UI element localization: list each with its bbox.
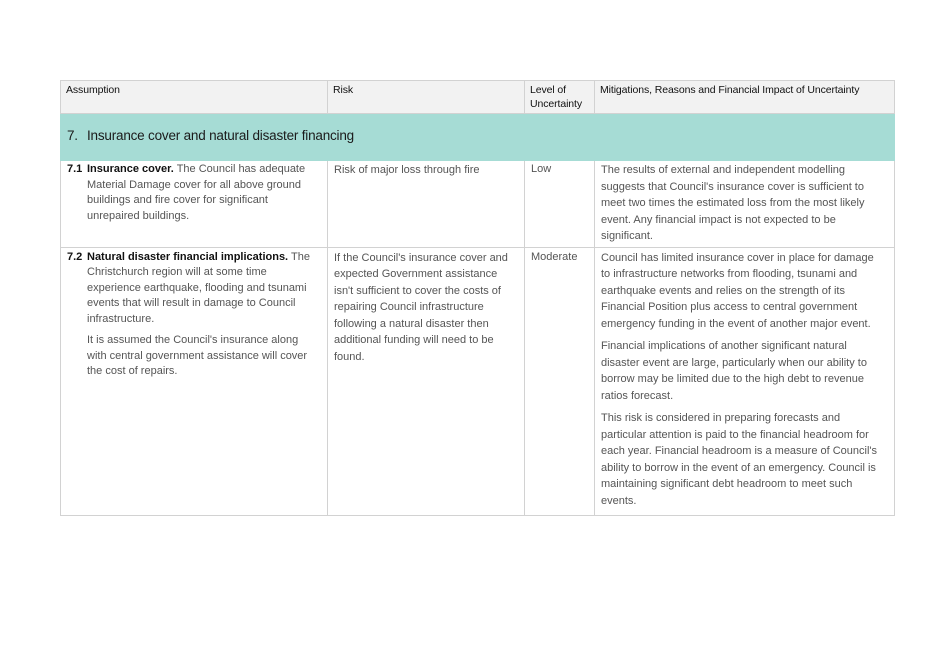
- header-assumption: [61, 81, 328, 114]
- header-mitigations-label: Mitigations, Reasons and Financial Impact of Uncertainty: [600, 84, 860, 96]
- header-row: [61, 81, 895, 114]
- table-header: [61, 81, 895, 114]
- assumption-title: Natural disaster financial implications.: [87, 250, 289, 263]
- assumption-cell: [61, 247, 328, 516]
- header-mitigations: [595, 81, 895, 114]
- header-risk: [328, 81, 525, 114]
- mitigation-paragraph: Financial implications of another significant natural disaster event are large, particularly when our ability to borrow may be limited due to the high debt to revenue ratios forecast.: [601, 340, 867, 402]
- mitigation-cell: [595, 247, 895, 516]
- section-number: 7.: [67, 128, 78, 144]
- assumption-text-secondary: It is assumed the Council's insurance along with central government assistance will cover the cost of repairs.: [87, 334, 308, 377]
- section-row: [61, 114, 895, 161]
- assumption-text: The Council has adequate Material Damage cover for all above ground buildings and fire cover for significant unrepaired buildings.: [87, 163, 306, 222]
- assumption-cell: [61, 161, 328, 248]
- section-title: Insurance cover and natural disaster financing: [87, 128, 354, 144]
- level-cell: Moderate: [525, 247, 595, 516]
- table-row: [61, 161, 895, 248]
- assumption-title: Insurance cover.: [87, 163, 174, 175]
- mitigation-paragraph: This risk is considered in preparing forecasts and particular attention is paid to the financial headroom for each year. Financial headroom is a measure of Council's ability to borrow in the event of an emergency. Council is maintaining significant debt headroom to meet such events.: [601, 412, 878, 507]
- assumption-number: 7.1: [67, 163, 83, 175]
- table-row: [61, 247, 895, 516]
- assumption-number: 7.2: [67, 250, 83, 263]
- header-assumption-label: Assumption: [66, 84, 120, 96]
- assumption-text: The Christchurch region will at some time experience earthquake, flooding and tsunami events that will result in damage to Council infrastructure.: [87, 250, 310, 325]
- mitigation-paragraph: Council has limited insurance cover in place for damage to infrastructure networks from flooding, tsunami and earthquake events and relies on the strength of its Financial Position plus access to central government emergency funding in the event of another major event.: [601, 251, 874, 330]
- mitigation-cell: [595, 161, 895, 248]
- mitigation-paragraph: The results of external and independent modelling suggests that Council's insurance cover is sufficient to meet two times the estimated loss from the most likely event. Any financial impact is not expected to be significant.: [601, 164, 865, 242]
- header-risk-label: Risk: [333, 84, 354, 96]
- header-level-label: Level of Uncertainty: [530, 84, 583, 110]
- document-page: [60, 80, 894, 516]
- level-cell: Low: [525, 161, 595, 248]
- header-level: [525, 81, 595, 114]
- assumptions-table: [60, 80, 895, 516]
- risk-cell: Risk of major loss through fire: [328, 161, 525, 248]
- section-heading: [61, 114, 895, 161]
- risk-cell: If the Council's insurance cover and expected Government assistance isn't sufficient to cover the costs of repairing Council infrastructure following a natural disaster then additional funding will need to be found.: [328, 247, 525, 516]
